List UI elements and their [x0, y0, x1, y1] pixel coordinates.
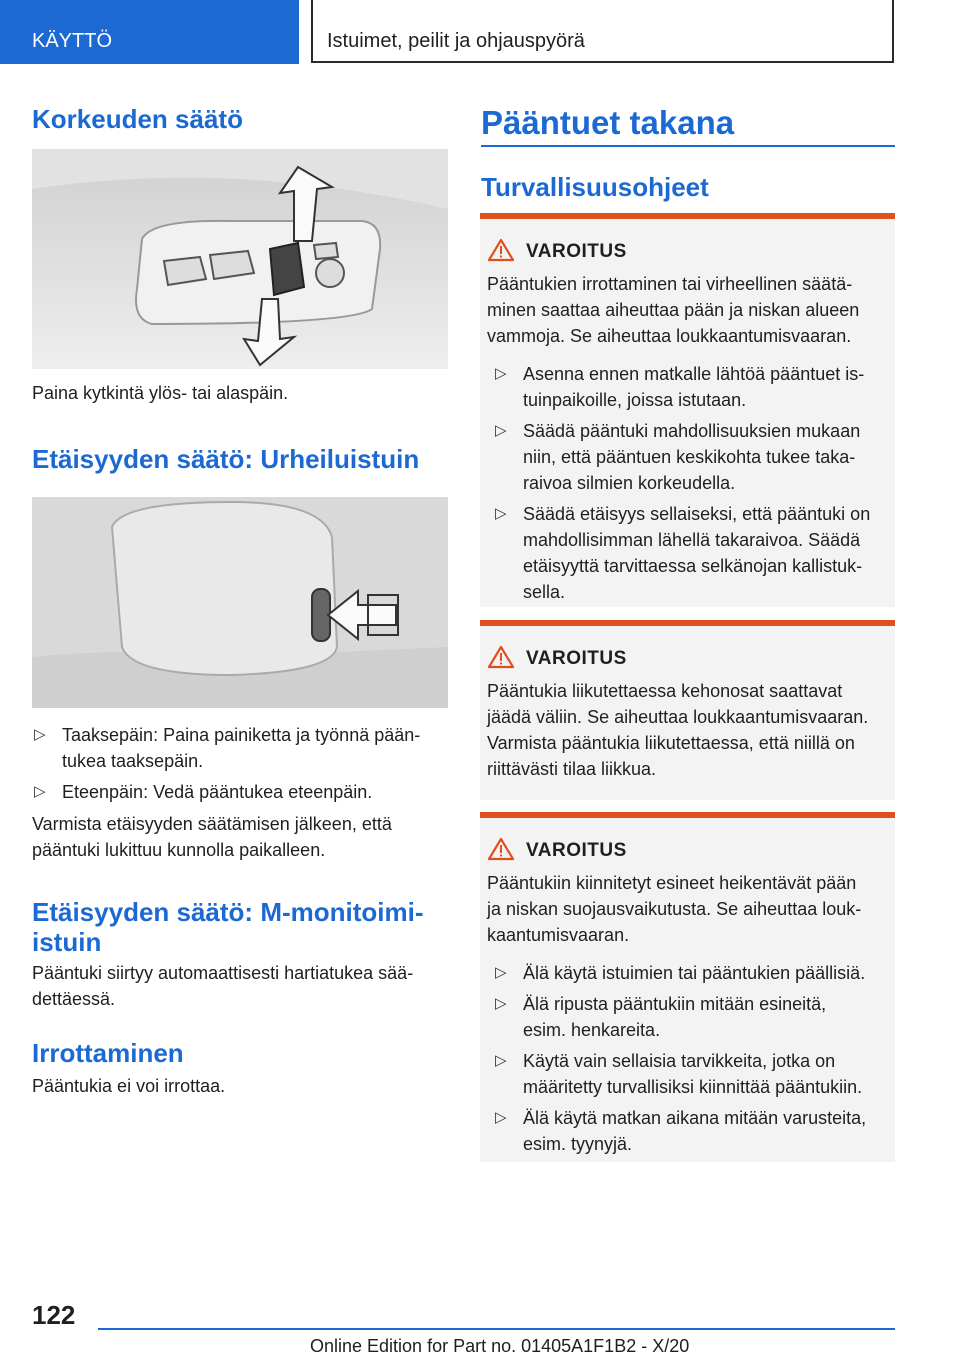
warning-box [480, 812, 895, 1162]
triangle-right-outline-icon: ▷ [495, 964, 507, 981]
warning-triangle-icon [488, 645, 514, 669]
warning-body [487, 678, 887, 782]
bullet-text: tukea taaksepäin. [62, 751, 204, 771]
bullet-text: Älä käytä istuimien tai pääntukien päällisiä. [523, 963, 866, 983]
warning-body [487, 271, 887, 349]
title-divider [481, 145, 895, 147]
m-seat-paragraph [32, 960, 413, 1012]
triangle-right-outline-icon: ▷ [34, 726, 46, 743]
heading-removal: Irrottaminen [32, 1038, 184, 1068]
text-line: Pääntukiin kiinnitetyt esineet heikentävät pään [487, 873, 857, 893]
headrest-figure [32, 497, 448, 708]
bullet-text: tuinpaikoille, joissa istutaan. [523, 390, 747, 410]
chapter-title: Istuimet, peilit ja ohjauspyörä [327, 30, 585, 52]
list-item [495, 361, 885, 413]
triangle-right-outline-icon: ▷ [495, 995, 507, 1012]
footer-edition: Online Edition for Part no. 01405A1F1B2 - X/20 [310, 1336, 690, 1356]
triangle-right-outline-icon: ▷ [495, 422, 507, 439]
list-item [34, 779, 444, 805]
triangle-right-outline-icon: ▷ [495, 365, 507, 382]
warning-body [487, 870, 887, 948]
text-line: Pääntukia liikutettaessa kehonosat saattavat [487, 681, 843, 701]
text-line: jäädä väliin. Se aiheuttaa loukkaantumisvaaran. [487, 707, 869, 727]
heading-safety: Turvallisuusohjeet [481, 172, 709, 202]
text-line: ja niskan suojausvaikutusta. Se aiheuttaa louk- [487, 899, 862, 919]
text-line: kaantumisvaaran. [487, 925, 630, 945]
text-line: riittävästi tilaa liikkua. [487, 759, 657, 779]
list-item [495, 960, 885, 986]
list-item [495, 418, 885, 496]
heading-line: Etäisyyden säätö: M-monitoimi- [32, 897, 424, 927]
seat-switch-figure [32, 149, 448, 369]
bullet-text: Taaksepäin: Paina painiketta ja työnnä pään- [62, 725, 421, 745]
bullet-text: määritetty turvallisiksi kiinnittää pääntukiin. [523, 1077, 863, 1097]
section-title: KÄYTTÖ [32, 30, 113, 52]
warning-triangle-icon [488, 837, 514, 861]
bullet-text: sella. [523, 582, 566, 602]
text-line: Pääntukien irrottaminen tai virheellinen säätä- [487, 274, 853, 294]
page-number: 122 [32, 1300, 76, 1330]
list-item [495, 1048, 885, 1100]
heading-height-adjust: Korkeuden säätö [32, 104, 243, 134]
warning-label: VAROITUS [526, 840, 627, 861]
triangle-right-outline-icon: ▷ [34, 783, 46, 800]
warning-label: VAROITUS [526, 241, 627, 262]
heading-line: istuin [32, 927, 102, 957]
list-item [495, 991, 885, 1043]
text-line: Pääntuki siirtyy automaattisesti hartiatukea sää- [32, 963, 414, 983]
text-line: Varmista etäisyyden säätämisen jälkeen, että [32, 814, 392, 834]
bullet-text: Älä käytä matkan aikana mitään varusteita, [523, 1108, 867, 1128]
triangle-right-outline-icon: ▷ [495, 1109, 507, 1126]
heading-sport-seat: Etäisyyden säätö: Urheiluistuin [32, 444, 420, 474]
bullet-text: mahdollisimman lähellä takaraivoa. Säädä [523, 530, 861, 550]
bullet-text: raivoa silmien korkeudella. [523, 473, 736, 493]
bullet-text: Säädä etäisyys sellaiseksi, että pääntuki on [523, 504, 871, 524]
text-line: pääntuki lukittuu kunnolla paikalleen. [32, 840, 326, 860]
chapter-header [311, 0, 894, 63]
bullet-text: Älä ripusta pääntukiin mitään esineitä, [523, 994, 827, 1014]
warning-box [480, 213, 895, 607]
text-line: minen saattaa aiheuttaa pään ja niskan alueen [487, 300, 860, 320]
triangle-right-outline-icon: ▷ [495, 505, 507, 522]
warning-label: VAROITUS [526, 648, 627, 669]
warning-box [480, 620, 895, 800]
bullet-text: Säädä pääntuki mahdollisuuksien mukaan [523, 421, 861, 441]
bullet-text: niin, että pääntuen keskikohta tukee taka- [523, 447, 856, 467]
bullet-text: Käytä vain sellaisia tarvikkeita, jotka on [523, 1051, 836, 1071]
bullet-text: Eteenpäin: Vedä pääntukea eteenpäin. [62, 782, 373, 802]
bullet-text: esim. henkareita. [523, 1020, 661, 1040]
check-paragraph [32, 811, 392, 863]
bullet-text: esim. tyynyjä. [523, 1134, 633, 1154]
triangle-right-outline-icon: ▷ [495, 1052, 507, 1069]
text-line: vammoja. Se aiheuttaa loukkaantumisvaaran. [487, 326, 852, 346]
bullet-text: etäisyyttä tarvittaessa selkänojan kallistuk- [523, 556, 863, 576]
heading-m-seat [32, 897, 424, 957]
list-item [495, 501, 885, 605]
text-line: Varmista pääntukia liikutettaessa, että niillä on [487, 733, 855, 753]
text-line: dettäessä. [32, 989, 116, 1009]
list-item [495, 1105, 885, 1157]
section-tab [0, 0, 299, 64]
bullet-text: Asenna ennen matkalle lähtöä pääntuet is- [523, 364, 865, 384]
footer-divider [98, 1328, 895, 1330]
list-item [34, 722, 444, 774]
removal-paragraph: Pääntukia ei voi irrottaa. [32, 1076, 226, 1096]
height-instruction: Paina kytkintä ylös- tai alaspäin. [32, 383, 289, 403]
page-title: Pääntuet takana [481, 104, 735, 141]
warning-triangle-icon [488, 238, 514, 262]
